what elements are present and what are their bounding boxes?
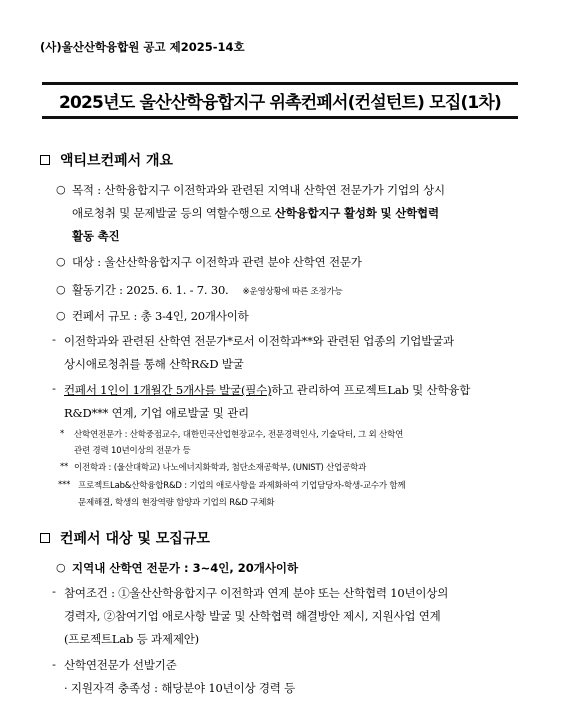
circle-bullet-icon: ○	[56, 255, 66, 268]
page-title: 2025년도 울산산학융합지구 위촉컨페서(컨설턴트) 모집(1차)	[58, 93, 502, 113]
period-line	[72, 282, 343, 298]
footnote-marker: ***	[58, 480, 71, 490]
dash-bullet: -	[52, 585, 56, 598]
criteria-heading: 산학연전문가 선발기준	[64, 658, 177, 672]
condition-line-3: (프로젝트Lab 등 과제제안)	[64, 632, 199, 646]
condition-line-2: 경력자, ②참여기업 애로사항 발굴 및 산학협력 해결방안 제시, 지원사업 연계	[64, 609, 441, 623]
section-heading-text: 액티브컨페서 개요	[60, 153, 174, 169]
section-heading-overview	[40, 150, 173, 170]
period-note: ※운영상황에 따른 조정가능	[242, 287, 343, 297]
recruitment-subheading: 지역내 산학연 전문가 : 3~4인, 20개사이하	[72, 561, 299, 575]
dash-bullet: -	[52, 382, 56, 395]
footnote-3-line-2: 문제해결, 학생의 현장역량 함양과 기업의 R&D 구체화	[78, 498, 275, 508]
purpose-line-1: 목적 : 산학융합지구 이전학과와 관련된 지역내 산학연 전문가가 기업의 상시	[72, 183, 445, 197]
circle-bullet-icon: ○	[56, 561, 66, 574]
dash2-line-1	[64, 382, 470, 398]
dash1-line-2: 상시애로청취를 통해 산학R&D 발굴	[64, 357, 244, 371]
purpose-line-3: 활동 촉진	[72, 229, 120, 243]
period-text: 활동기간 : 2025. 6. 1. - 7. 30.	[72, 283, 229, 297]
square-bullet-icon	[40, 533, 50, 543]
circle-bullet-icon: ○	[56, 183, 66, 196]
dash1-line-1: 이전학과와 관련된 산학연 전문가*로서 이전학과**와 관련된 업종의 기업발굴과	[64, 334, 454, 348]
purpose-line-2	[72, 205, 439, 221]
circle-bullet-icon: ○	[56, 309, 66, 322]
section-heading-recruitment	[40, 528, 210, 548]
dash-bullet: -	[52, 333, 56, 346]
footnote-marker: *	[60, 429, 65, 439]
condition-line-1: 참여조건 : ①울산산학융합지구 이전학과 연계 분야 또는 산학협력 10년이상의	[64, 586, 449, 600]
dash2-line-2: R&D*** 연계, 기업 애로발굴 및 관리	[64, 406, 249, 420]
notice-number: (사)울산산학융합원 공고 제2025-14호	[40, 40, 245, 54]
scale-line: 컨페서 규모 : 총 3-4인, 20개사이하	[72, 309, 249, 323]
dash-bullet: -	[52, 658, 56, 671]
square-bullet-icon	[40, 155, 50, 165]
footnote-1-line-2: 관련 경력 10년이상의 전문가 등	[74, 446, 191, 456]
circle-bullet-icon: ○	[56, 283, 66, 296]
footnote-3-line-1: 프로젝트Lab&산학융합R&D : 기업의 애로사항을 과제화하여 기업담당자-학생-교수가 함께	[78, 481, 406, 491]
purpose-bold-text: 산학융합지구 활성화 및 산학협력	[274, 206, 439, 220]
purpose-text: 애로청취 및 문제발굴 등의 역할수행으로	[72, 206, 275, 220]
footnote-marker: **	[60, 462, 69, 472]
section-heading-text: 컨페서 대상 및 모집규모	[60, 531, 210, 547]
footnote-1-line-1: 산학연전문가 : 산학중점교수, 대한민국산업현장교수, 전문경력인사, 기술닥터, 그 외 산학연	[74, 430, 404, 440]
footnote-2: 이전학과 : (울산대학교) 나노에너지화학과, 첨단소재공학부, (UNIST) 산업공학과	[74, 463, 367, 473]
target-line: 대상 : 울산산학융합지구 이전학과 관련 분야 산학연 전문가	[72, 255, 362, 269]
criteria-item-1: · 지원자격 충족성 : 해당분야 10년이상 경력 등	[64, 681, 296, 695]
dash2-rest-text: 하고 관리하여 프로젝트Lab 및 산학융합	[271, 383, 471, 397]
title-box	[42, 82, 518, 119]
dash2-underlined-text: 컨페서 1인이 1개월간 5개사를 발굴(필수)	[64, 383, 272, 397]
